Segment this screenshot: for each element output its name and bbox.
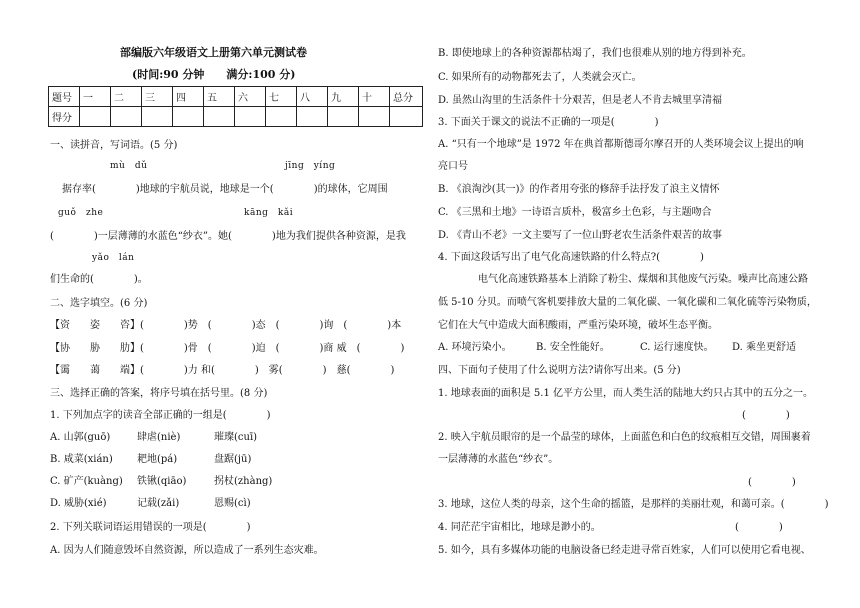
method-question-1: 1. 地球表面的面积是 5.1 亿平方公里，而人类生活的陆地大约只占其中的五分之一。 xyxy=(438,388,813,399)
answer-blank[interactable]: ( ) xyxy=(735,522,783,533)
score-input-cell[interactable] xyxy=(204,107,235,127)
table-cell: 一 xyxy=(80,87,111,107)
option-c: C. 矿产(kuàng) xyxy=(50,476,123,487)
passage-text: 电气化高速铁路基本上消除了粉尘、煤烟和其他废气污染。噪声比高速公路 xyxy=(478,274,808,285)
score-input-cell[interactable] xyxy=(328,107,359,127)
score-input-cell[interactable] xyxy=(142,107,173,127)
option-c: C. 运行速度快。 xyxy=(640,342,714,353)
option-word: 盘踞(jū) xyxy=(214,454,252,465)
option-b: B. 安全性能好。 xyxy=(536,342,610,353)
table-cell: 九 xyxy=(328,87,359,107)
pinyin-hint: yǎo lán xyxy=(92,253,135,263)
option-a: A. 环境污染小。 xyxy=(438,342,512,353)
question-3: 3. 下面关于课文的说法不正确的一项是( ) xyxy=(438,117,659,128)
table-cell: 七 xyxy=(266,87,297,107)
score-table-score-row xyxy=(49,107,423,127)
pinyin-hint: jīng yíng xyxy=(285,161,336,171)
option-a: A. “只有一个地球”是 1972 年在典首都斯德哥尔摩召开的人类环境会议上提出的响 xyxy=(438,139,804,150)
table-cell: 得分 xyxy=(49,107,80,127)
option-word: 璀璨(cuī) xyxy=(214,432,258,443)
option-word: 铁锹(qiāo) xyxy=(137,476,187,487)
table-cell: 十 xyxy=(359,87,390,107)
score-input-cell[interactable] xyxy=(111,107,142,127)
score-input-cell[interactable] xyxy=(173,107,204,127)
answer-blank[interactable]: ( ) xyxy=(742,410,790,421)
question-2: 2. 下列关联词语运用错误的一项是( ) xyxy=(50,522,251,533)
option-b: B. 咸菜(xián) xyxy=(50,454,113,465)
option-word: 耙地(pá) xyxy=(137,454,178,465)
section-1-title: 一、读拼音，写词语。(5 分) xyxy=(50,140,178,151)
option-a: A. 因为人们随意毁坏自然资源，所以造成了一系列生态灾难。 xyxy=(50,545,324,556)
method-question-2: 2. 映入宇航员眼帘的是一个晶莹的球体，上面蓝色和白色的纹痕相互交错，周围裹着 xyxy=(438,432,811,443)
option-word: 肆虐(niè) xyxy=(137,432,181,443)
method-question-2-continued: 一层薄薄的水蓝色“纱衣”。 xyxy=(438,454,559,465)
score-input-cell[interactable] xyxy=(359,107,390,127)
fill-sentence: 们生命的( )。 xyxy=(50,274,148,285)
pinyin-hint: kāng kǎi xyxy=(244,208,294,218)
passage-text: 它们在大气中造成大面积酸雨，严重污染环境，破坏生态平衡。 xyxy=(438,320,718,331)
pinyin-hint: mù dǔ xyxy=(110,161,148,171)
score-input-cell[interactable] xyxy=(390,107,423,127)
pinyin-hint: guǒ zhe xyxy=(58,208,104,218)
section-3-title: 三、选择正确的答案，将序号填在括号里。(8 分) xyxy=(50,388,268,399)
option-d: D. 威胁(xié) xyxy=(50,498,107,509)
score-input-cell[interactable] xyxy=(235,107,266,127)
table-cell: 八 xyxy=(297,87,328,107)
section-4-title: 四、下面句子使用了什么说明方法?请你写出来。(5 分) xyxy=(438,365,681,376)
option-d: D. 《青山不老》一文主要写了一位山野老农生活条件艰苦的故事 xyxy=(438,230,723,241)
score-input-cell[interactable] xyxy=(266,107,297,127)
section-2-title: 二、选字填空。(6 分) xyxy=(50,298,148,309)
option-word: 拐杖(zhàng) xyxy=(214,476,273,487)
choose-char-row: 【霭 蔼 端】( )力 和( ) 雾( ) 慈( ) xyxy=(50,365,395,376)
fill-sentence: 据存率( )地球的宇航员说，地球是一个( )的球体，它周围 xyxy=(62,184,388,195)
exam-time-score: (时间:90 分钟 满分:100 分) xyxy=(132,68,296,81)
choose-char-row: 【协 胁 肋】( )骨 ( )迫 ( )商 威 ( ) xyxy=(50,343,405,354)
option-c: C. 如果所有的动物都死去了，人类就会灭亡。 xyxy=(438,72,642,83)
choose-char-row: 【资 姿 咨】( )势 ( )态 ( )询 ( )本 xyxy=(50,320,402,331)
method-question-3: 3. 地球，这位人类的母亲，这个生命的摇篮，是那样的美丽壮观，和蔼可亲。( ) xyxy=(438,499,829,510)
question-4: 4. 下面这段话写出了电气化高速铁路的什么特点?( ) xyxy=(438,252,704,263)
option-d: D. 虽然山沟里的生活条件十分艰苦，但是老人不肯去城里享清福 xyxy=(438,95,723,106)
table-cell: 二 xyxy=(111,87,142,107)
score-input-cell[interactable] xyxy=(80,107,111,127)
score-input-cell[interactable] xyxy=(297,107,328,127)
option-d: D. 乘坐更舒适 xyxy=(732,342,797,353)
method-question-5: 5. 如今，具有多媒体功能的电脑设备已经走进寻常百姓家，人们可以使用它看电视、 xyxy=(438,545,811,556)
option-c: C. 《三黑和土地》一诗语言质朴，极富乡土色彩，与主题吻合 xyxy=(438,207,712,218)
table-cell: 三 xyxy=(142,87,173,107)
answer-blank[interactable]: ( ) xyxy=(748,477,796,488)
table-cell: 总分 xyxy=(390,87,423,107)
passage-text: 低 5-10 分贝。而喷气客机要排放大量的二氧化碳、一氧化碳和二氧化硫等污染物质， xyxy=(438,297,817,308)
option-a-continued: 亮口号 xyxy=(438,161,468,172)
option-b: B. 《浪淘沙(其一)》的作者用夸张的修辞手法抒发了浪主义情怀 xyxy=(438,184,720,195)
table-cell: 五 xyxy=(204,87,235,107)
table-cell: 四 xyxy=(173,87,204,107)
score-table xyxy=(48,86,423,127)
option-a: A. 山郭(guō) xyxy=(50,432,111,443)
option-word: 恩赐(cì) xyxy=(214,498,251,509)
option-b: B. 即使地球上的各种资源都枯竭了，我们也很难从别的地方得到补充。 xyxy=(438,48,752,59)
fill-sentence: ( )一层薄薄的水蓝色“纱衣”。她( )地为我们提供各种资源，是我 xyxy=(50,231,406,242)
score-table-header-row xyxy=(49,87,423,107)
method-question-4: 4. 同茫茫宇宙相比，地球是渺小的。 xyxy=(438,522,601,533)
question-1: 1. 下列加点字的读音全部正确的一组是( ) xyxy=(50,410,271,421)
table-cell: 六 xyxy=(235,87,266,107)
page-title: 部编版六年级语文上册第六单元测试卷 xyxy=(120,46,307,59)
table-cell: 题号 xyxy=(49,87,80,107)
option-word: 记载(zǎi) xyxy=(137,498,180,509)
